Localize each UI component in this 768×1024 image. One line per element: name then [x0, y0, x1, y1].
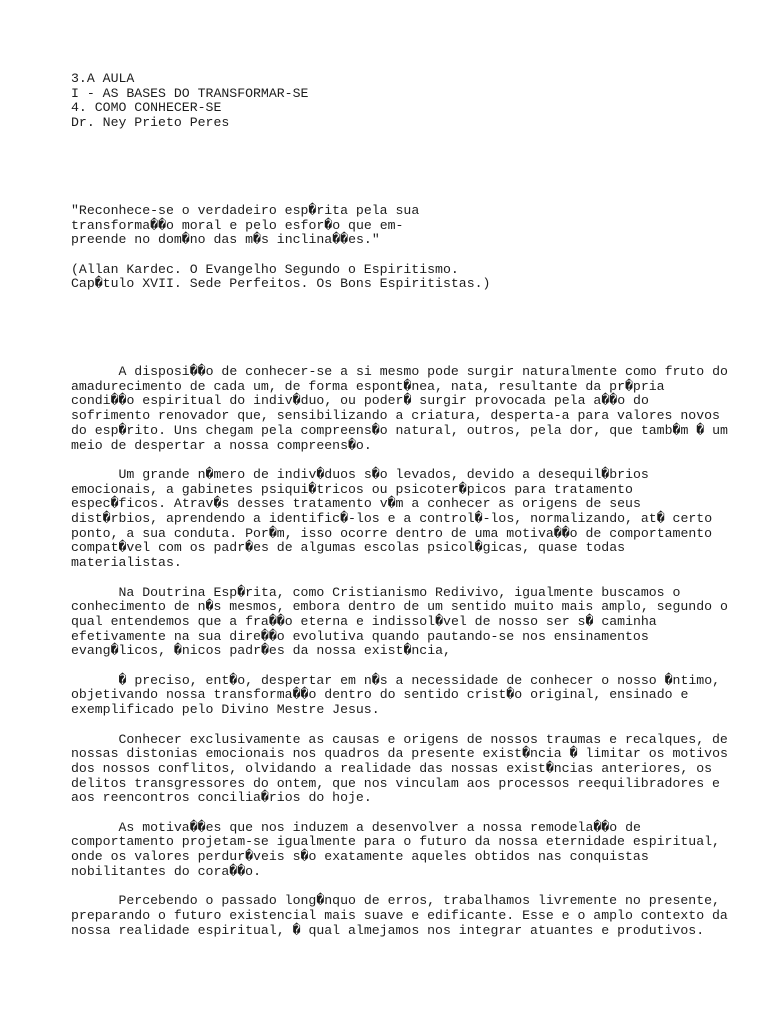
paragraph-line: ponto, a sua conduta. Por�m, isso ocorre dentro de uma motiva��o de comportamento — [71, 525, 713, 541]
paragraph-line: materialistas. — [71, 555, 182, 571]
paragraph-line: � preciso, ent�o, despertar em n�s a necessidade de conhecer o nosso �ntimo, — [71, 672, 721, 688]
citation-line: Cap�tulo XVII. Sede Perfeitos. Os Bons Espiritistas.) — [71, 276, 491, 292]
epigraph-quote — [71, 204, 731, 248]
paragraph-line: Um grande n�mero de indiv�duos s�o levados, devido a desequil�brios — [71, 466, 649, 482]
paragraph-line: condi��o espiritual do indiv�duo, ou poder� surgir provocada pela a��o do — [71, 393, 649, 409]
paragraph-line: amadurecimento de cada um, de forma espont�nea, nata, resultante da pr�pria — [71, 378, 665, 394]
paragraph-line: evang�licos, �nicos padr�es da nossa exist�ncia, — [71, 643, 451, 659]
lesson-header — [71, 72, 731, 131]
paragraph-line: nossa realidade espiritual, � qual almejamos nos integrar atuantes e produtivos. — [71, 922, 705, 938]
paragraph-line: qual entendemos que a fra��o eterna e indissol�vel de nosso ser s� caminha — [71, 613, 657, 629]
paragraph-line: aos reencontros concilia�rios do hoje. — [71, 790, 372, 806]
paragraph-line: conhecimento de n�s mesmos, embora dentro de um sentido muito mais amplo, segundo o — [71, 599, 728, 615]
paragraph-line: nobilitantes do cora��o. — [71, 863, 261, 879]
paragraph-line: dos nossos conflitos, olvidando a realidade das nossas exist�ncias anteriores, os — [71, 760, 713, 776]
paragraph-line: nossas distonias emocionais nos quadros da presente exist�ncia � limitar os motivos — [71, 746, 728, 762]
quote-line: preende no dom�no das m�s inclina��es." — [71, 232, 380, 248]
author-name: Dr. Ney Prieto Peres — [71, 115, 230, 131]
paragraph — [71, 733, 731, 807]
paragraph-line: meio de despertar a nossa compreens�o. — [71, 437, 372, 453]
paragraph — [71, 894, 731, 938]
paragraph — [71, 586, 731, 660]
paragraph-line: espec�ficos. Atrav�s desses tratamento v�m a conhecer as origens de seus — [71, 496, 641, 512]
paragraph-line: emocionais, a gabinetes psiqui�tricos ou psicoter�picos para tratamento — [71, 481, 633, 497]
paragraph-line: onde os valores perdur�veis s�o exatamente aqueles obtidos nas conquistas — [71, 849, 649, 865]
paragraph-line: A disposi��o de conhecer-se a si mesmo pode surgir naturalmente como fruto do — [71, 364, 728, 380]
paragraph-line: Conhecer exclusivamente as causas e origens de nossos traumas e recalques, de — [71, 731, 728, 747]
paragraph-line: preparando o futuro existencial mais suave e edificante. Esse e o amplo contexto da — [71, 907, 728, 923]
paragraph-line: efetivamente na sua dire��o evolutiva quando pautando-se nos ensinamentos — [71, 628, 649, 644]
paragraph-line: dist�rbios, aprendendo a identific�-los e a control�-los, normalizando, at� certo — [71, 511, 713, 527]
body-text — [71, 365, 731, 938]
epigraph-citation — [71, 263, 731, 292]
citation-line: (Allan Kardec. O Evangelho Segundo o Espiritismo. — [71, 261, 459, 277]
paragraph-line: comportamento projetam-se igualmente para o futuro da nossa eternidade espiritual, — [71, 834, 720, 850]
chapter-title: 4. COMO CONHECER-SE — [71, 100, 222, 116]
section-title: I - AS BASES DO TRANSFORMAR-SE — [71, 85, 309, 101]
document-page — [71, 72, 731, 938]
paragraph — [71, 821, 731, 880]
quote-line: transforma��o moral e pelo esfor�o que em- — [71, 217, 404, 233]
paragraph-line: Percebendo o passado long�nquo de erros, trabalhamos livremente no presente, — [71, 893, 720, 909]
paragraph-line: delitos transgressores do ontem, que nos vinculam aos processos reequilibradores e — [71, 775, 720, 791]
paragraph-line: do esp�rito. Uns chegam pela compreens�o natural, outros, pela dor, que tamb�m � um — [71, 422, 728, 438]
lesson-number: 3.A AULA — [71, 71, 135, 86]
paragraph — [71, 468, 731, 571]
paragraph — [71, 674, 731, 718]
quote-line: "Reconhece-se o verdadeiro esp�rita pela sua — [71, 202, 420, 218]
paragraph — [71, 365, 731, 453]
paragraph-line: sofrimento renovador que, sensibilizando a criatura, desperta-a para valores novos — [71, 408, 720, 424]
paragraph-line: compat�vel com os padr�es de algumas escolas psicol�gicas, quase todas — [71, 540, 626, 556]
paragraph-line: exemplificado pelo Divino Mestre Jesus. — [71, 702, 380, 718]
paragraph-line: objetivando nossa transforma��o dentro do sentido crist�o original, ensinado e — [71, 687, 689, 703]
paragraph-line: As motiva��es que nos induzem a desenvolver a nossa remodela��o de — [71, 819, 641, 835]
paragraph-line: Na Doutrina Esp�rita, como Cristianismo Redivivo, igualmente buscamos o — [71, 584, 681, 600]
